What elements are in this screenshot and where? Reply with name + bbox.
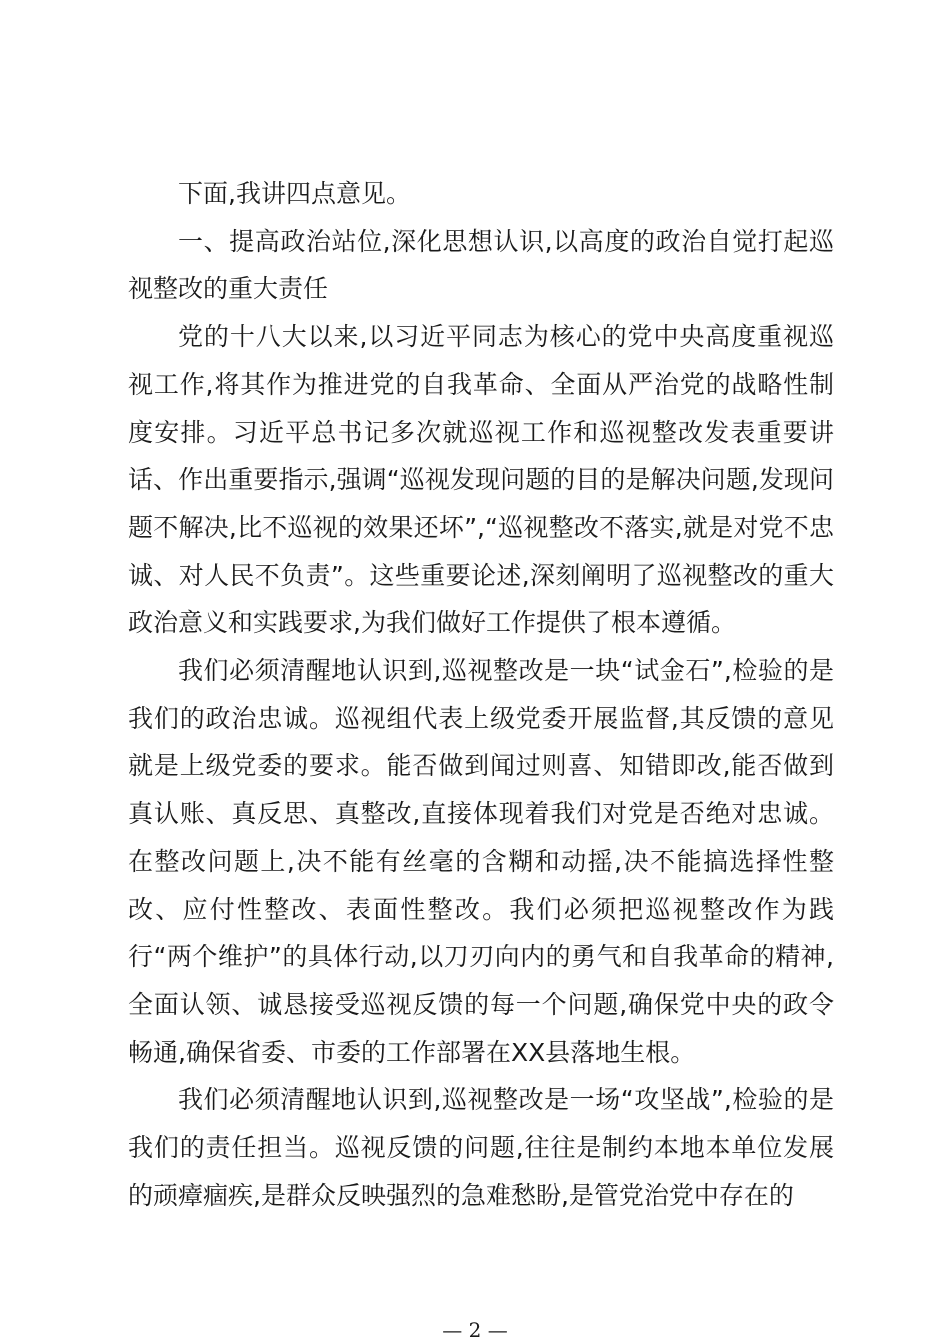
- page-number: — 2 —: [442, 1318, 508, 1342]
- paragraph-intro: 下面,我讲四点意见。: [178, 179, 411, 208]
- document-body: [128, 170, 834, 1219]
- paragraph-body: 党的十八大以来,以习近平同志为核心的党中央高度重视巡视工作,将其作为推进党的自我革命、全面从严治党的战略性制度安排。习近平总书记多次就巡视工作和巡视整改发表重要讲话、作出重要指示,强调“巡视发现问题的目的是解决问题,发现问题不解决,比不巡视的效果还坏”,“巡视整改不落实,就是对党不忠诚、对人民不负责”。这些重要论述,深刻阐明了巡视整改的重大政治意义和实践要求,为我们做好工作提供了根本遵循。: [128, 322, 834, 638]
- paragraph-body: 我们必须清醒地认识到,巡视整改是一块“试金石”,检验的是我们的政治忠诚。巡视组代表上级党委开展监督,其反馈的意见就是上级党委的要求。能否做到闻过则喜、知错即改,能否做到真认账、真反思、真整改,直接体现着我们对党是否绝对忠诚。在整改问题上,决不能有丝毫的含糊和动摇,决不能搞选择性整改、应付性整改、表面性整改。我们必须把巡视整改作为践行“两个维护”的具体行动,以刀刃向内的勇气和自我革命的精神,全面认领、诚恳接受巡视反馈的每一个问题,确保党中央的政令畅通,确保省委、市委的工作部署在XX县落地生根。: [128, 656, 834, 1067]
- section-heading-1: 一、提高政治站位,深化思想认识,以高度的政治自觉打起巡视整改的重大责任: [128, 226, 834, 304]
- paragraph-body: 我们必须清醒地认识到,巡视整改是一场“攻坚战”,检验的是我们的责任担当。巡视反馈的问题,往往是制约本地本单位发展的顽瘴痼疾,是群众反映强烈的急难愁盼,是管党治党中存在的: [128, 1085, 834, 1210]
